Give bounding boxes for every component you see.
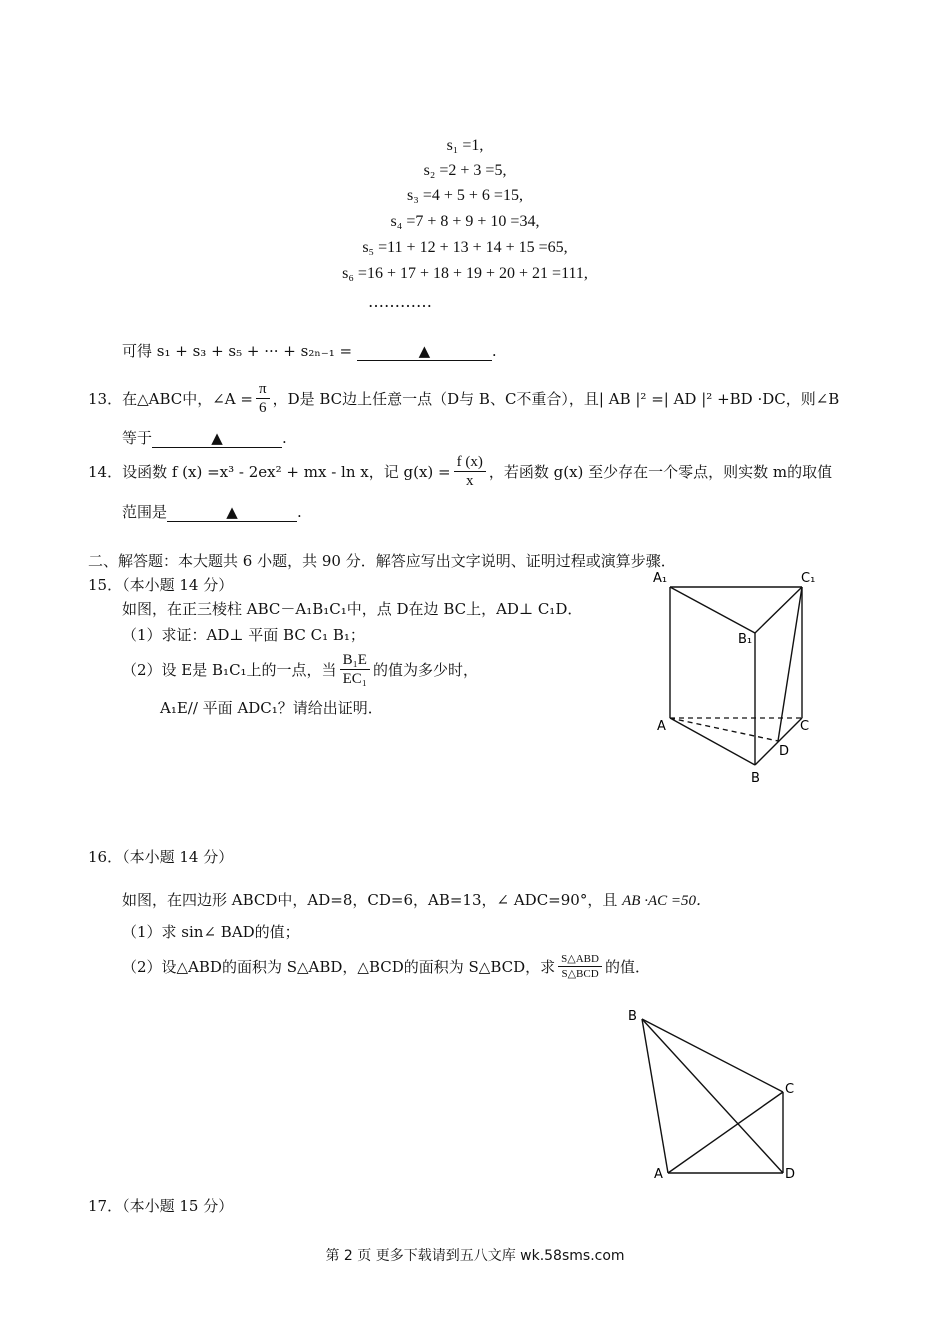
q17-score: （本小题 15 分） <box>122 1197 234 1215</box>
q16-fraction-numerator: S△ABD <box>558 952 602 967</box>
label-d: D <box>785 1167 796 1182</box>
section-heading: 二、解答题：本大题共 6 小题，共 90 分．解答应写出文字说明、证明过程或演算步骤． <box>88 552 676 570</box>
edge-bd <box>642 1019 783 1173</box>
sequence-line-s6: s₆ =16 + 17 + 18 + 19 + 20 + 21 =111, <box>342 265 588 282</box>
q13-fraction <box>256 380 270 417</box>
label-c1: C₁ <box>801 571 815 586</box>
triangle-marker-icon: ▲ <box>418 342 431 360</box>
sequence-line-s4: s₄ =7 + 8 + 9 + 10 =34, <box>390 213 540 230</box>
edge-bc <box>642 1019 783 1092</box>
label-a: A <box>657 719 666 734</box>
q13-line2-label: 等于 <box>122 429 153 447</box>
q14-fraction-denominator: x <box>465 473 474 489</box>
label-b: B <box>751 771 760 786</box>
label-c: C <box>800 719 810 734</box>
q16-fraction-denominator: S△BCD <box>561 968 599 980</box>
q12-suffix: . <box>491 342 497 360</box>
q15-part2-text-b: 的值为多少时， <box>372 661 478 679</box>
q16-number: 16． <box>88 848 123 866</box>
edge-ac <box>668 1092 783 1173</box>
q13-line2 <box>122 427 287 448</box>
edge-ba <box>642 1019 668 1173</box>
label-d: D <box>779 744 790 759</box>
triangle-marker-icon: ▲ <box>211 429 223 447</box>
q16-intro-text: 如图，在四边形 ABCD中，AD=8，CD=6，AB=13，∠ ADC=90°，且 <box>122 891 618 909</box>
q13-answer-blank[interactable] <box>152 429 282 448</box>
sequence-ellipsis: ………… <box>368 292 432 311</box>
q15-part1: （1）求证：AD⊥ 平面 BC C₁ B₁； <box>122 626 365 644</box>
q16-score: （本小题 14 分） <box>122 848 234 866</box>
q15-fraction-denominator: EC₁ <box>342 671 367 687</box>
q15-part2 <box>122 651 478 688</box>
q15-number: 15． <box>88 576 123 594</box>
q13-suffix: . <box>282 429 287 447</box>
quadrilateral-figure <box>620 1000 810 1190</box>
label-b1: B₁ <box>738 632 753 647</box>
q14-fraction <box>454 453 486 490</box>
q14-line2-label: 范围是 <box>122 503 168 521</box>
q14-line1 <box>88 453 832 490</box>
q16-intro-vector: AB ·AC =50． <box>622 893 711 909</box>
sequence-line-s3: s₃ =4 + 5 + 6 =15, <box>407 187 523 204</box>
q16-part2 <box>122 952 650 981</box>
sequence-line-s5: s₅ =11 + 12 + 13 + 14 + 15 =65, <box>362 239 568 256</box>
sequence-line-s2: s₂ =2 + 3 =5, <box>423 162 507 179</box>
q14-number: 14． <box>88 463 123 481</box>
q13-text-a: 在△ABC中，∠A = <box>122 390 253 408</box>
q15-fraction-numerator: B₁E <box>340 651 370 670</box>
q14-fraction-numerator: f (x) <box>454 453 486 472</box>
q16-fraction <box>558 952 602 981</box>
q14-line2 <box>122 501 302 522</box>
q13-fraction-denominator: 6 <box>259 400 267 416</box>
page-footer: 第 2 页 更多下载请到五八文库 wk.58sms.com <box>325 1248 625 1264</box>
label-b: B <box>628 1009 637 1024</box>
q16-header <box>88 846 233 867</box>
q15-part2-line2: A₁E// 平面 ADC₁？请给出证明． <box>160 699 383 717</box>
q17-number: 17． <box>88 1197 123 1215</box>
q15-header <box>88 574 233 595</box>
q13-line1 <box>88 380 839 417</box>
edge-a1b1 <box>670 587 755 633</box>
label-c: C <box>785 1082 795 1097</box>
q15-intro: 如图，在正三棱柱 ABC－A₁B₁C₁中，点 D在边 BC上，AD⊥ C₁D． <box>122 600 583 618</box>
q16-part2-text-a: （2）设△ABD的面积为 S△ABD，△BCD的面积为 S△BCD，求 <box>122 958 556 976</box>
q12-answer-blank[interactable] <box>357 342 492 361</box>
prism-figure <box>645 565 815 790</box>
q14-text-b: ，若函数 g(x) 至少存在一个零点，则实数 m的取值 <box>488 463 833 481</box>
edge-b1c1 <box>755 587 802 633</box>
label-a: A <box>654 1167 663 1182</box>
sequence-line-s1: s₁ =1, <box>446 137 484 154</box>
q15-part2-text-a: （2）设 E是 B₁C₁上的一点，当 <box>122 661 337 679</box>
q16-part1: （1）求 sin∠ BAD的值； <box>122 923 300 941</box>
triangle-marker-icon: ▲ <box>226 503 238 521</box>
q16-part2-text-b: 的值． <box>604 958 650 976</box>
edge-ab <box>670 718 755 765</box>
q15-fraction <box>340 651 370 688</box>
q14-text-a: 设函数 f (x) =x³ - 2ex² + mx - ln x，记 g(x) = <box>122 463 451 481</box>
q13-text-b: ，D是 BC边上任意一点（D与 B、C不重合），且| AB |² =| AD |² +BD ·DC，则∠B <box>272 390 840 408</box>
q15-score: （本小题 14 分） <box>122 576 234 594</box>
label-a1: A₁ <box>653 571 668 586</box>
q13-number: 13． <box>88 390 123 408</box>
q16-intro <box>122 889 711 910</box>
edge-ad-dashed <box>670 718 778 741</box>
q13-fraction-numerator: π <box>256 380 270 399</box>
q17-header <box>88 1195 233 1216</box>
q12-answer-line <box>122 340 497 361</box>
q14-suffix: . <box>297 503 302 521</box>
q14-answer-blank[interactable] <box>167 503 297 522</box>
q12-prefix: 可得 s₁ + s₃ + s₅ + ··· + s₂ₙ₋₁ = <box>122 342 353 360</box>
